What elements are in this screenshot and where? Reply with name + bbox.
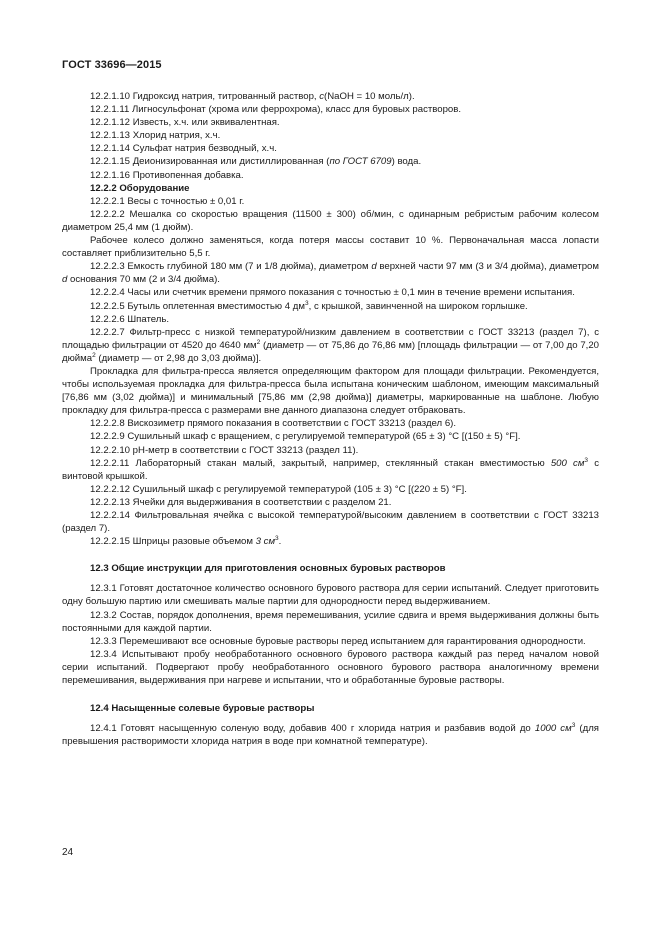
reagent-item: 12.2.1.12 Известь, х.ч. или эквивалентная.: [90, 117, 280, 129]
section-heading-12-3: 12.3 Общие инструкции для приготовления основных буровых растворов: [90, 563, 446, 575]
paragraph: 12.2.2.2 Мешалка со скоростью вращения (11500 ± 300) об/мин, с одинарным ребристым рабочим колесом диаметром 25,4 мм (1 дюйм).: [62, 208, 599, 233]
paragraph: 12.3.1 Готовят достаточное количество основного бурового раствора для серии испытаний. Следует приготовить одну большую партию или смешивать малые партии для однородности перед выдерживанием.: [62, 583, 599, 608]
paragraph: 12.2.2.9 Сушильный шкаф с вращением, с регулируемой температурой (65 ± 3) °С [(150 ± 5) °F].: [90, 431, 521, 443]
paragraph: 12.2.2.14 Фильтровальная ячейка с высокой температурой/высоким давлением в соответствии с ГОСТ 33213 (раздел 7).: [62, 510, 599, 535]
page-number: 24: [62, 847, 74, 858]
paragraph: 12.2.2.15 Шприцы разовые объемом 3 $см^3$.: [90, 535, 282, 548]
reagent-item: 12.2.1.15 Деионизированная или дистиллированная (по ГОСТ 6709) вода.: [90, 156, 422, 168]
paragraph: 12.2.2.10 рН-метр в соответствии с ГОСТ 33213 (раздел 11).: [90, 444, 359, 456]
reagent-item: 12.2.1.14 Сульфат натрия безводный, х.ч.: [90, 143, 277, 155]
paragraph: 12.3.2 Состав, порядок дополнения, время перемешивания, усилие сдвига и время выдерживания должны быть постоянными для каждой партии.: [62, 609, 599, 634]
paragraph: Рабочее колесо должно заменяться, когда потеря массы составит 10 %. Первоначальная масса лопасти составляет приблизительно 5,5 г.: [62, 235, 599, 260]
paragraph: 12.2.2.12 Сушильный шкаф с регулируемой температурой (105 ± 3) °С [(220 ± 5) °F].: [90, 483, 467, 495]
paragraph: 12.2.2.4 Часы или счетчик времени прямого показания с точностью ± 0,1 мин в течение времени испытания.: [90, 287, 575, 299]
paragraph: 12.2.2.6 Шпатель.: [90, 313, 170, 325]
reagent-item: 12.2.1.16 Противопенная добавка.: [90, 169, 244, 181]
section-heading-equipment: 12.2.2 Оборудование: [90, 182, 190, 194]
paragraph: 12.2.2.7 Фильтр-пресс с низкой температурой/низким давлением в соответствии с ГОСТ 33213 (раздел 7), с площадью фильтрации от 4520 до 4640 $мм^2$ (диаметр — от 75,86 до 76,86 мм) [площадь фильтрации — от 7,00 до 7,20 дюйма$^2$ (диаметр — от 2,98 до 3,03 дюйма)].: [62, 326, 599, 364]
paragraph: 12.2.2.5 Бутыль оплетенная вместимостью 4 $дм^3$, с крышкой, завинченной на широком горлышке.: [90, 299, 528, 312]
reagent-item: 12.2.1.10 Гидроксид натрия, титрованный раствор, c(NaOH = 10 моль/л).: [90, 91, 415, 102]
paragraph: 12.4.1 Готовят насыщенную соленую воду, добавив 400 г хлорида натрия и разбавив водой до 1000 $см^3$ (для превышения растворимости хлорида натрия в воде при комнатной температуре).: [62, 722, 599, 748]
document-header: ГОСТ 33696—2015: [62, 59, 162, 71]
paragraph: Прокладка для фильтра-пресса является определяющим фактором для площади фильтрации. Рекомендуется, чтобы используемая прокладка для фильтра-пресса была испытана коническим шаблоном, имеющим максимальный [76,86 мм (3,02 дюйма)] и минимальный [75,86 мм (2,98 дюйма)] диаметры, маркированные на шаблоне. Любую прокладку для фильтра-пресса с размерами вне данного диапазона следует отбраковать.: [62, 365, 599, 417]
section-heading-12-4: 12.4 Насыщенные солевые буровые растворы: [90, 703, 315, 715]
paragraph: 12.2.2.1 Весы с точностью ± 0,01 г.: [90, 195, 245, 207]
paragraph: 12.3.3 Перемешивают все основные буровые растворы перед испытанием для гарантирования однородности.: [90, 635, 586, 647]
paragraph: 12.3.4 Испытывают пробу необработанного основного бурового раствора каждый раз перед началом новой серии испытаний. Подвергают пробу необработанного основного бурового раствора аналогичному времени перемешивания, выдерживания при нагреве и испытании, что и обработанные буровые растворы.: [62, 648, 599, 687]
paragraph: 12.2.2.8 Вискозиметр прямого показания в соответствии с ГОСТ 33213 (раздел 6).: [90, 418, 457, 430]
paragraph: 12.2.2.13 Ячейки для выдерживания в соответствии с разделом 21.: [90, 496, 392, 508]
paragraph: 12.2.2.11 Лабораторный стакан малый, закрытый, например, стеклянный стакан вместимостью 500 $см^3$ с винтовой крышкой.: [62, 456, 599, 482]
reagent-item: 12.2.1.13 Хлорид натрия, х.ч.: [90, 130, 221, 142]
reagent-item: 12.2.1.11 Лигносульфонат (хрома или феррохрома), класс для буровых растворов.: [90, 104, 462, 116]
page-content: [62, 90, 599, 748]
paragraph: 12.2.2.3 Емкость глубиной 180 мм (7 и 1/8 дюйма), диаметром d верхней части 97 мм (3 и 3/4 дюйма), диаметром d основания 70 мм (2 и 3/4 дюйма).: [62, 261, 599, 286]
